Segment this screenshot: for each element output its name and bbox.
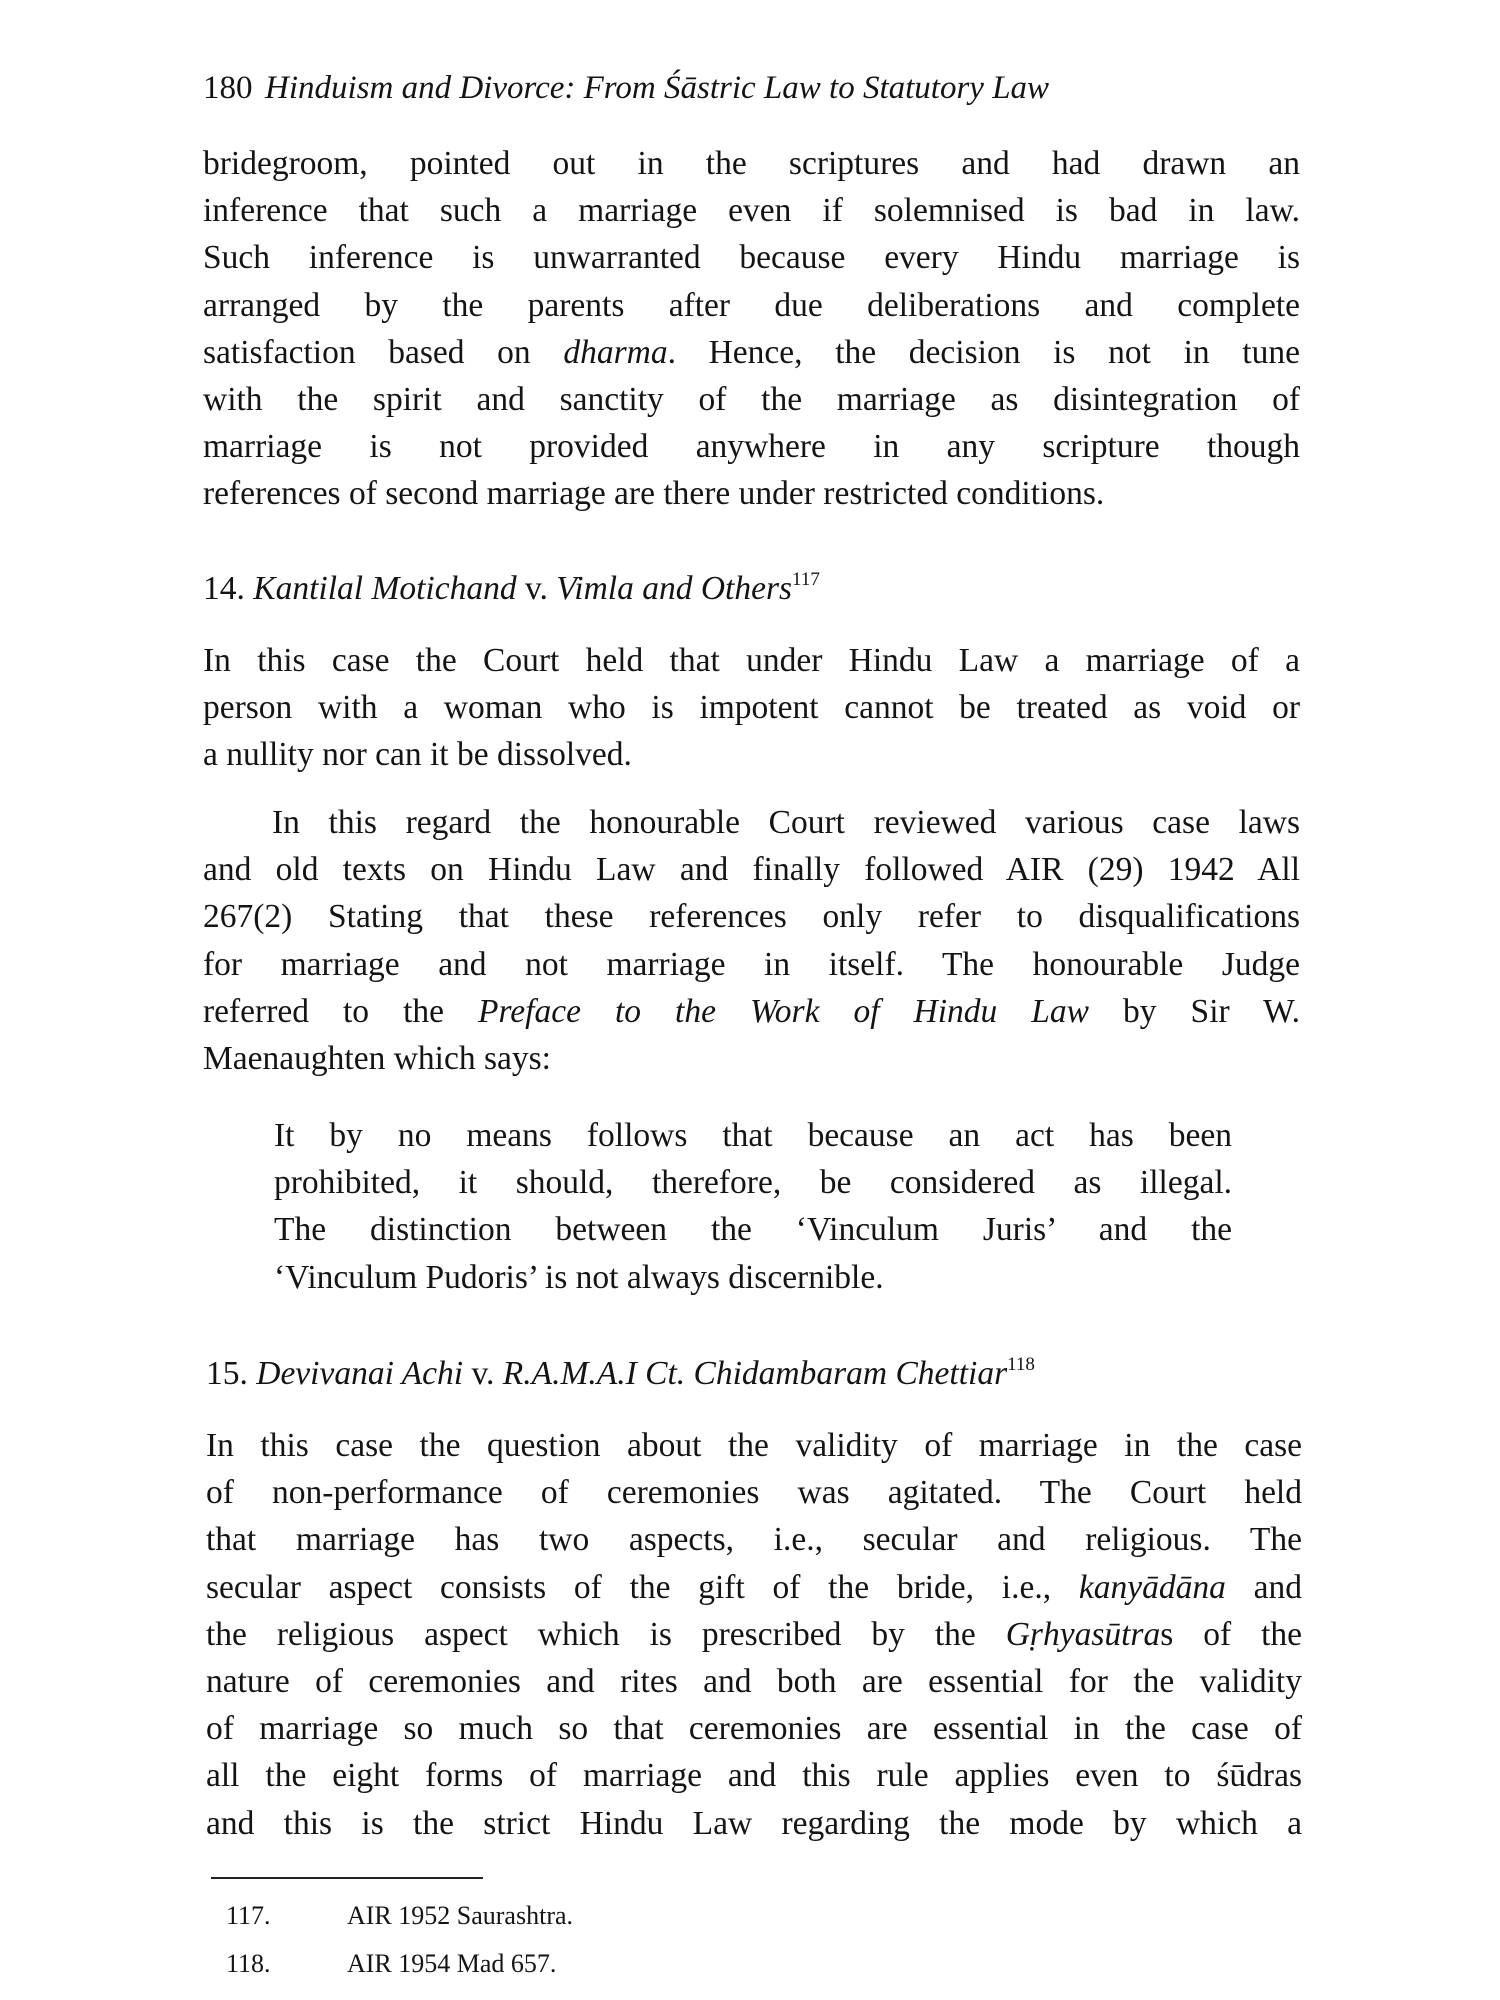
page-number: 180	[203, 70, 253, 106]
text-line: with the spirit and sanctity of the marriage as disintegration of	[203, 381, 1300, 419]
paragraph-15	[206, 1422, 1302, 1847]
text-run: by Sir W.	[1089, 992, 1300, 1030]
text-line: person with a woman who is impotent cannot be treated as void or	[203, 689, 1300, 727]
text-line: nature of ceremonies and rites and both are essential for the validity	[206, 1663, 1302, 1701]
text-line	[203, 988, 1300, 1035]
case-party: Vimla and Others	[556, 570, 793, 607]
case-party: Devivanai Achi	[256, 1355, 464, 1392]
text-run: referred to the	[203, 992, 479, 1030]
text-line: Maenaughten which says:	[203, 1040, 551, 1078]
text-line: for marriage and not marriage in itself. The honourable Judge	[203, 945, 1300, 983]
text-line: references of second marriage are there under restricted conditions.	[203, 475, 1105, 513]
footnote-117	[226, 1899, 573, 1933]
text-line: of non-performance of ceremonies was agitated. The Court held	[206, 1474, 1302, 1512]
footnote-number: 118.	[226, 1949, 271, 1978]
text-line: and this is the strict Hindu Law regarding the mode by which a	[206, 1804, 1302, 1842]
footnote-text: AIR 1954 Mad 657.	[347, 1949, 557, 1978]
text-line	[206, 1564, 1302, 1611]
footnote-ref[interactable]: 118	[1007, 1354, 1035, 1375]
italic-term: Gṛhyasūtra	[1005, 1615, 1161, 1653]
text-line: that marriage has two aspects, i.e., secular and religious. The	[206, 1521, 1302, 1559]
text-line: of marriage so much so that ceremonies are essential in the case of	[206, 1710, 1302, 1748]
text-run: . Hence, the decision is not in tune	[667, 333, 1300, 371]
text-run: s of the	[1160, 1615, 1302, 1653]
paragraph-continuation	[203, 140, 1300, 518]
text-line	[206, 1611, 1302, 1658]
text-line	[203, 329, 1300, 376]
quote-line: The distinction between the ‘Vinculum Juris’ and the	[274, 1211, 1232, 1249]
text-line: In this case the question about the validity of marriage in the case	[206, 1427, 1302, 1464]
text-run: the religious aspect which is prescribed by the	[206, 1615, 1006, 1653]
footnote-number: 117.	[226, 1901, 271, 1930]
text-line: all the eight forms of marriage and this rule applies even to śūdras	[206, 1757, 1302, 1795]
case-party: Kantilal Motichand	[253, 570, 517, 607]
italic-term: dharma	[563, 333, 668, 371]
text-line: inference that such a marriage even if solemnised is bad in law.	[203, 192, 1300, 230]
text-line: a nullity nor can it be dissolved.	[203, 736, 632, 774]
case-number: 15.	[206, 1355, 248, 1392]
paragraph-14b	[203, 799, 1300, 1082]
text-run: and	[1225, 1568, 1302, 1606]
text-line: In this case the Court held that under Hindu Law a marriage of a	[203, 642, 1300, 679]
text-line: and old texts on Hindu Law and finally followed AIR (29) 1942 All	[203, 851, 1300, 889]
footnote-ref[interactable]: 117	[792, 569, 820, 590]
case-number: 14.	[203, 570, 245, 607]
case-party: R.A.M.A.I Ct. Chidambaram Chettiar	[502, 1355, 1008, 1392]
versus: v.	[471, 1355, 495, 1392]
italic-term: kanyādāna	[1078, 1568, 1226, 1606]
text-line: marriage is not provided anywhere in any scripture though	[203, 428, 1300, 466]
footnote-divider	[211, 1877, 483, 1879]
case-heading-15	[206, 1352, 1035, 1396]
quote-line: ‘Vinculum Pudoris’ is not always discernible.	[274, 1258, 884, 1296]
footnote-118	[226, 1947, 556, 1981]
running-header	[203, 66, 1303, 110]
text-run: satisfaction based on	[203, 333, 564, 371]
footnote-text: AIR 1952 Saurashtra.	[347, 1901, 574, 1930]
text-line: bridegroom, pointed out in the scriptures and had drawn an	[203, 145, 1300, 182]
block-quote	[274, 1112, 1232, 1301]
text-line: arranged by the parents after due deliberations and complete	[203, 286, 1300, 324]
versus: v.	[524, 570, 548, 607]
text-line: In this regard the honourable Court reviewed various case laws	[272, 804, 1300, 841]
case-heading-14	[203, 567, 820, 611]
text-line: Such inference is unwarranted because every Hindu marriage is	[203, 239, 1300, 277]
text-run: secular aspect consists of the gift of the bride, i.e.,	[206, 1568, 1079, 1606]
paragraph-14a	[203, 637, 1300, 779]
quote-line: prohibited, it should, therefore, be considered as illegal.	[274, 1164, 1232, 1202]
italic-title: Preface to the Work of Hindu Law	[478, 992, 1090, 1030]
running-title: Hinduism and Divorce: From Śāstric Law to Statutory Law	[265, 70, 1050, 106]
quote-line: It by no means follows that because an act has been	[274, 1117, 1232, 1154]
text-line: 267(2) Stating that these references only refer to disqualifications	[203, 898, 1300, 936]
